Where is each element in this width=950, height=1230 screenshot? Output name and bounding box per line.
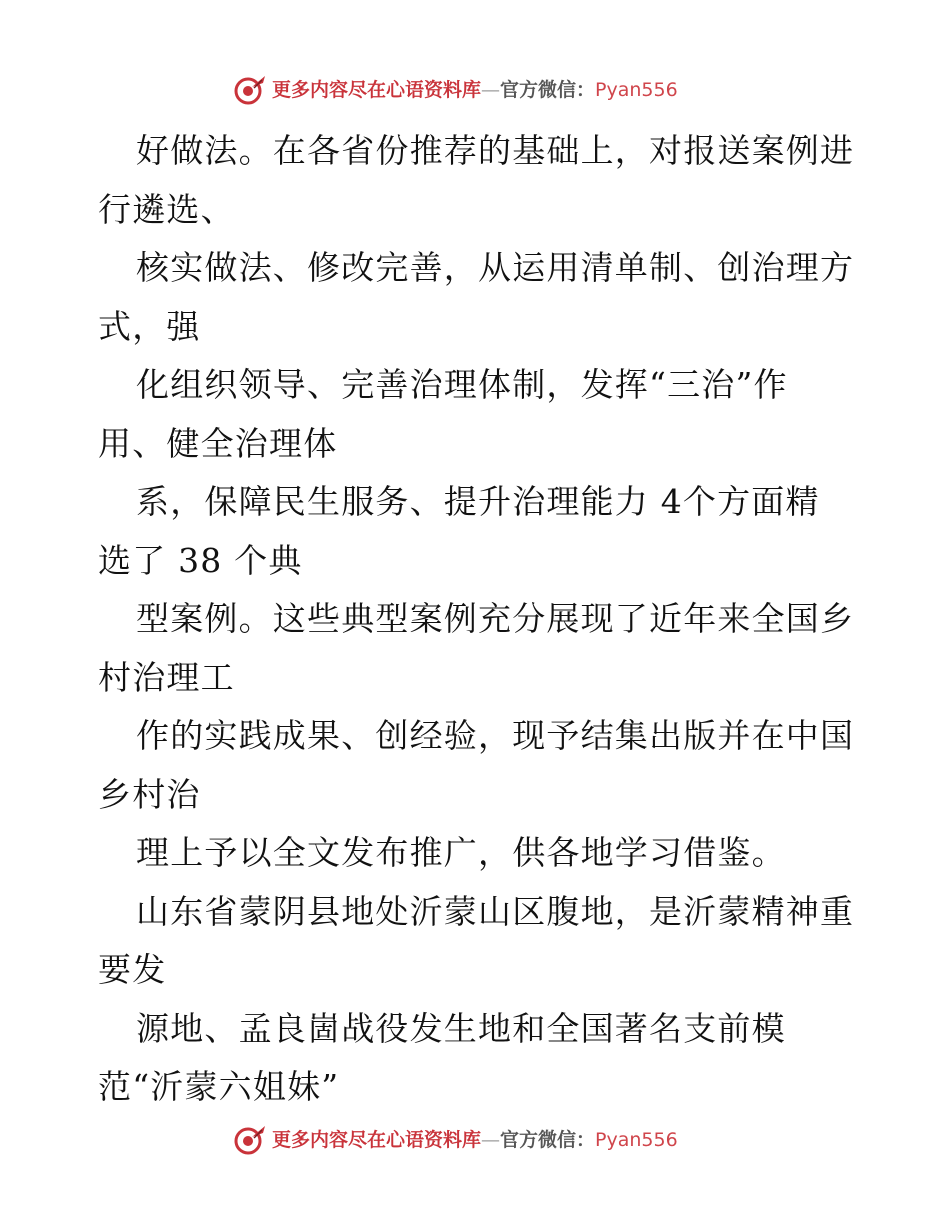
banner-wechat-label: 官方微信：	[500, 1129, 596, 1151]
paragraph-line: 选了 38 个典	[98, 540, 303, 580]
paragraph-line: 核实做法、修改完善，从运用清单制、创治理方	[136, 248, 855, 287]
paragraph-line: 理上予以全文发布推广，供各地学习借鉴。	[136, 833, 786, 872]
paragraph-line: 乡村治	[98, 774, 201, 814]
paragraph	[98, 883, 868, 1000]
header-banner	[0, 70, 950, 110]
paragraph-line: 系，保障民生服务、提升治理能力 4个方面精	[136, 482, 820, 521]
logo-icon	[232, 1124, 268, 1156]
banner-brand: 更多内容尽在心语资料库	[272, 79, 482, 101]
banner-text	[272, 1128, 678, 1152]
banner-text	[272, 78, 678, 102]
paragraph-line: 好做法。在各省份推荐的基础上，对报送案例进	[136, 131, 855, 170]
paragraph	[98, 473, 868, 590]
paragraph-line: 型案例。这些典型案例充分展现了近年来全国乡	[136, 599, 855, 638]
banner-wechat-id: Pyan556	[595, 79, 678, 101]
paragraph-line: 化组织领导、完善治理体制，发挥“三治”作	[136, 365, 788, 404]
banner-wechat-label: 官方微信：	[500, 79, 596, 101]
banner-dash: —	[481, 79, 501, 101]
paragraph-line: 行遴选、	[98, 189, 235, 229]
paragraph	[98, 239, 868, 356]
paragraph-line: 用、健全治理体	[98, 423, 338, 463]
paragraph-line: 要发	[98, 950, 167, 989]
paragraph-line: 山东省蒙阴县地处沂蒙山区腹地，是沂蒙精神重	[136, 891, 855, 931]
paragraph	[98, 590, 868, 707]
paragraph-line: 作的实践成果、创经验，现予结集出版并在中国	[136, 716, 855, 755]
logo-icon	[232, 74, 268, 106]
paragraph-line: 源地、孟良崮战役发生地和全国著名支前模	[136, 1008, 786, 1048]
paragraph-line: 式，强	[98, 306, 201, 346]
banner-wechat-id: Pyan556	[595, 1129, 678, 1151]
document-body	[98, 122, 868, 1117]
banner-brand: 更多内容尽在心语资料库	[272, 1129, 482, 1151]
paragraph-line: 范“沂蒙六姐妹”	[98, 1067, 340, 1106]
paragraph	[98, 122, 868, 239]
paragraph	[98, 1000, 868, 1117]
paragraph-line: 村治理工	[98, 657, 235, 697]
footer-banner	[0, 1120, 950, 1160]
paragraph	[98, 824, 868, 883]
paragraph	[98, 707, 868, 824]
paragraph	[98, 356, 868, 473]
banner-dash: —	[481, 1129, 501, 1151]
